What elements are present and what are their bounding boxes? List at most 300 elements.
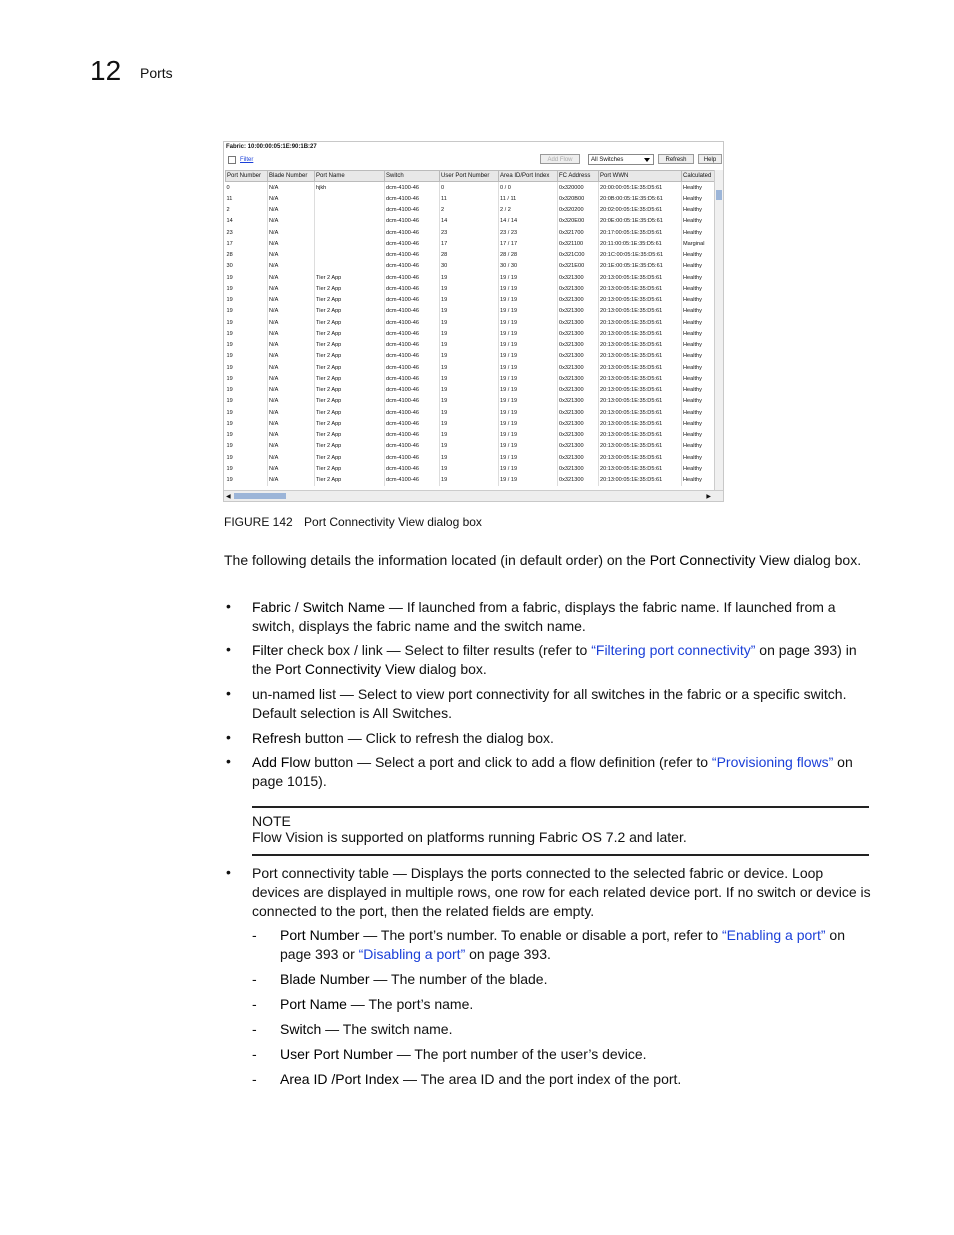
table-cell: dcm-4100-46 [385,373,440,384]
column-header[interactable]: Blade Number [268,171,315,182]
table-row[interactable] [226,385,715,396]
table-cell [315,205,385,216]
table-cell: 0x321300 [558,441,599,452]
table-cell: 19 / 19 [499,295,558,306]
bullet-filter: • Filter check box / link — Select to filter results (refer to “Filtering port connectivity” on page 393) in the Port Connectivity View dialog box. [226,641,857,677]
table-cell: dcm-4100-46 [385,261,440,272]
table-cell: 0x321300 [558,430,599,441]
table-cell: dcm-4100-46 [385,295,440,306]
chapter-title: Ports [140,65,173,81]
table-cell: 20:13:00:05:1E:35:D5:61 [599,407,682,418]
table-cell: 17 / 17 [499,238,558,249]
table-cell: 0x321300 [558,306,599,317]
table-cell: Tier 2 App [315,328,385,339]
table-cell: 2 / 2 [499,205,558,216]
table-cell: 20:13:00:05:1E:35:D5:61 [599,396,682,407]
table-cell: Healthy [682,250,715,261]
table-cell: 0x321300 [558,475,599,486]
table-cell: N/A [268,272,315,283]
scroll-right-icon[interactable]: ▶ [706,494,711,500]
table-cell: Tier 2 App [315,452,385,463]
figure-label: FIGURE 142 [224,515,293,529]
table-cell: dcm-4100-46 [385,227,440,238]
table-cell: dcm-4100-46 [385,182,440,194]
table-cell: 19 [226,452,268,463]
table-cell: Tier 2 App [315,340,385,351]
table-cell: 0x321700 [558,227,599,238]
table-cell: Tier 2 App [315,295,385,306]
table-cell: Healthy [682,193,715,204]
table-cell: 19 [440,373,499,384]
bullet-icon: • [226,729,231,745]
table-cell: 19 [226,340,268,351]
table-cell: 0x321300 [558,373,599,384]
table-cell: Healthy [682,362,715,373]
table-row[interactable] [226,407,715,418]
table-cell: 19 [440,475,499,486]
table-cell: 20:13:00:05:1E:35:D5:61 [599,317,682,328]
table-cell: 20:13:00:05:1E:35:D5:61 [599,283,682,294]
table-cell: 11 [440,193,499,204]
table-cell: dcm-4100-46 [385,407,440,418]
table-cell: 20:13:00:05:1E:35:D5:61 [599,463,682,474]
table-cell [315,250,385,261]
table-row[interactable] [226,306,715,317]
column-header[interactable]: FC Address [558,171,599,182]
subitem-area-id: - Area ID /Port Index — The area ID and the port index of the port. [252,1071,682,1087]
table-cell: 0x320E00 [558,216,599,227]
table-cell: 0x321300 [558,385,599,396]
table-cell: N/A [268,418,315,429]
vertical-scrollbar[interactable] [714,170,723,490]
intro-paragraph: The following details the information located (in default order) on the Port Connectivity View dialog box. [224,552,862,568]
table-cell: 23 / 23 [499,227,558,238]
table-cell: 0x321300 [558,328,599,339]
subitem-port-name: - Port Name — The port’s name. [252,996,474,1012]
table-row[interactable] [226,441,715,452]
table-row[interactable] [226,463,715,474]
table-cell: 20:00:00:05:1E:35:D5:61 [599,182,682,194]
table-cell: Tier 2 App [315,362,385,373]
table-cell: 19 [226,373,268,384]
table-cell: 19 [440,463,499,474]
table-cell: 19 [440,441,499,452]
scroll-thumb-horizontal[interactable] [234,493,286,499]
table-cell: 0x321300 [558,340,599,351]
table-cell: 19 [226,475,268,486]
table-cell: 17 [226,238,268,249]
column-header[interactable]: Area ID/Port Index [499,171,558,182]
table-cell: 0x320B00 [558,193,599,204]
table-cell: 20:17:00:05:1E:35:D5:61 [599,227,682,238]
table-cell: 19 / 19 [499,373,558,384]
table-cell: dcm-4100-46 [385,306,440,317]
table-row[interactable] [226,328,715,339]
table-cell: dcm-4100-46 [385,216,440,227]
table-cell: Healthy [682,216,715,227]
table-cell: 19 / 19 [499,272,558,283]
table-row[interactable] [226,351,715,362]
figure-caption [224,515,482,529]
table-cell: 0 [440,182,499,194]
table-cell: Healthy [682,283,715,294]
table-cell: 20:02:00:05:1E:35:D5:61 [599,205,682,216]
bullet-icon: • [226,753,231,769]
table-cell: 19 [226,396,268,407]
table-cell: dcm-4100-46 [385,317,440,328]
table-row[interactable] [226,250,715,261]
table-cell: 19 [440,418,499,429]
table-cell: Tier 2 App [315,351,385,362]
table-row[interactable] [226,452,715,463]
switch-select[interactable] [588,154,654,165]
table-cell: 2 [226,205,268,216]
table-cell: 20:13:00:05:1E:35:D5:61 [599,272,682,283]
table-cell: N/A [268,328,315,339]
table-cell: Healthy [682,452,715,463]
table-cell: 20:13:00:05:1E:35:D5:61 [599,306,682,317]
table-cell: 19 / 19 [499,328,558,339]
table-cell: 20:13:00:05:1E:35:D5:61 [599,328,682,339]
table-cell: 20:13:00:05:1E:35:D5:61 [599,362,682,373]
table-cell: 0x321300 [558,362,599,373]
table-cell: Marginal [682,238,715,249]
table-cell: dcm-4100-46 [385,418,440,429]
table-cell: 19 / 19 [499,475,558,486]
link-enabling-a-port[interactable]: “Enabling a port” [722,927,826,943]
table-cell: 19 [440,272,499,283]
table-cell: 19 [440,452,499,463]
table-row[interactable] [226,261,715,272]
table-cell: Healthy [682,205,715,216]
link-filtering-port-connectivity[interactable]: “Filtering port connectivity” [591,642,756,658]
table-cell: 19 / 19 [499,418,558,429]
table-cell: dcm-4100-46 [385,351,440,362]
table-cell: dcm-4100-46 [385,205,440,216]
table-cell: 20:13:00:05:1E:35:D5:61 [599,418,682,429]
port-table [225,170,715,486]
table-cell: Healthy [682,306,715,317]
table-row[interactable] [226,272,715,283]
table-cell: 20:13:00:05:1E:35:D5:61 [599,452,682,463]
table-cell: N/A [268,362,315,373]
table-row[interactable] [226,396,715,407]
table-cell: 17 [440,238,499,249]
table-cell: 19 [440,396,499,407]
table-cell: 20:0B:00:05:1E:35:D5:61 [599,193,682,204]
table-cell: 19 [226,283,268,294]
bullet-port-table: • Port connectivity table — Displays the ports connected to the selected fabric or device. Loop devices are displayed in multiple rows, one row for each related device port. If no switch or device is connected to the port, then the related fields are empty. [226,864,871,919]
table-cell: Tier 2 App [315,396,385,407]
table-cell: 0x321C00 [558,250,599,261]
bullet-icon: • [226,641,231,657]
table-cell [315,227,385,238]
table-cell: 19 / 19 [499,362,558,373]
table-cell: 19 [226,418,268,429]
table-cell: dcm-4100-46 [385,272,440,283]
table-cell: 0x321300 [558,452,599,463]
port-connectivity-dialog-screenshot [223,141,724,502]
table-cell: dcm-4100-46 [385,463,440,474]
table-cell: 19 [440,317,499,328]
table-cell: 20:13:00:05:1E:35:D5:61 [599,340,682,351]
table-cell: 19 [440,430,499,441]
table-cell: Healthy [682,317,715,328]
table-cell: 28 [226,250,268,261]
link-provisioning-flows[interactable]: “Provisioning flows” [711,754,834,770]
column-header[interactable]: Switch [385,171,440,182]
table-cell: Healthy [682,340,715,351]
table-cell: Healthy [682,227,715,238]
column-header[interactable]: Port Number [226,171,268,182]
table-cell: 19 / 19 [499,340,558,351]
scroll-left-icon[interactable]: ◀ [226,494,231,500]
table-cell: 20:13:00:05:1E:35:D5:61 [599,385,682,396]
table-row[interactable] [226,295,715,306]
table-cell: Healthy [682,407,715,418]
figure-title: Port Connectivity View dialog box [304,515,482,529]
table-cell: N/A [268,396,315,407]
table-cell: dcm-4100-46 [385,362,440,373]
table-cell: Tier 2 App [315,373,385,384]
table-cell: 30 [226,261,268,272]
table-cell: 30 [440,261,499,272]
table-cell: Tier 2 App [315,407,385,418]
table-row[interactable] [226,362,715,373]
filter-link[interactable]: Filter [240,157,254,163]
bullet-fabric: • Fabric / Switch Name — If launched from a fabric, displays the fabric name. If launched from a switch, displays the fabric name and the switch name. [226,598,836,634]
table-cell: N/A [268,193,315,204]
bullet-icon: • [226,864,231,880]
table-row[interactable] [226,475,715,486]
table-cell: 14 / 14 [499,216,558,227]
table-cell: 19 [226,430,268,441]
bullet-icon: • [226,685,231,701]
table-cell: 30 / 30 [499,261,558,272]
table-cell: Healthy [682,418,715,429]
table-cell: Healthy [682,351,715,362]
subitem-user-port-number: - User Port Number — The port number of the user’s device. [252,1046,647,1062]
table-cell: 20:13:00:05:1E:35:D5:61 [599,295,682,306]
table-cell: 19 [440,351,499,362]
subitem-port-number: - Port Number — The port’s number. To enable or disable a port, refer to “Enabling a port” on page 393 or “Disabling a port” on page 393. [252,927,845,962]
refresh-button[interactable]: Refresh [658,154,694,164]
table-cell: 20:11:00:05:1E:35:D5:61 [599,238,682,249]
table-row[interactable] [226,205,715,216]
chapter-number: 12 [90,55,122,86]
table-cell: dcm-4100-46 [385,340,440,351]
table-cell: 19 [226,441,268,452]
table-cell: 0x321300 [558,283,599,294]
table-cell: Healthy [682,182,715,194]
table-cell: 19 [226,463,268,474]
table-cell: dcm-4100-46 [385,441,440,452]
table-cell: 0x321300 [558,272,599,283]
bullet-add-flow: • Add Flow button — Select a port and click to add a flow definition (refer to “Provisioning flows” on page 1015). [226,753,853,789]
table-cell: dcm-4100-46 [385,283,440,294]
table-cell: N/A [268,283,315,294]
table-cell: 19 / 19 [499,317,558,328]
table-cell: Healthy [682,385,715,396]
table-cell: 0x321300 [558,295,599,306]
table-cell: 14 [440,216,499,227]
table-cell: 19 [440,362,499,373]
table-cell: N/A [268,306,315,317]
subitem-blade-number: - Blade Number — The number of the blade. [252,971,548,987]
table-cell: 0x321300 [558,396,599,407]
table-cell: 20:13:00:05:1E:35:D5:61 [599,430,682,441]
table-row[interactable] [226,238,715,249]
table-cell: Healthy [682,441,715,452]
table-row[interactable] [226,193,715,204]
table-cell: 0x320000 [558,182,599,194]
table-cell: Tier 2 App [315,272,385,283]
table-cell: Healthy [682,272,715,283]
table-cell: 20:0E:00:05:1E:35:D5:61 [599,216,682,227]
table-cell: 19 [226,295,268,306]
table-row[interactable] [226,283,715,294]
table-cell: 0 [226,182,268,194]
table-cell [315,261,385,272]
bullet-unnamed-list: • un-named list — Select to view port connectivity for all switches in the fabric or a specific switch. Default selection is All Switches. [226,685,847,721]
table-cell: Healthy [682,430,715,441]
table-cell: dcm-4100-46 [385,328,440,339]
table-cell: 19 [226,328,268,339]
table-cell: N/A [268,295,315,306]
table-cell: 19 [226,385,268,396]
table-cell: Tier 2 App [315,430,385,441]
chevron-down-icon [644,158,650,162]
table-cell: 20:1E:00:05:1E:35:D5:61 [599,261,682,272]
table-cell: N/A [268,351,315,362]
column-header[interactable]: Port WWN [599,171,682,182]
table-cell: Healthy [682,261,715,272]
table-cell: dcm-4100-46 [385,475,440,486]
column-header[interactable]: User Port Number [440,171,499,182]
switch-select-value: All Switches [591,157,624,163]
table-cell: 19 / 19 [499,385,558,396]
table-cell: 0 / 0 [499,182,558,194]
table-cell [315,238,385,249]
table-cell: N/A [268,475,315,486]
table-cell: 19 / 19 [499,351,558,362]
table-cell: 19 [440,340,499,351]
table-cell: N/A [268,407,315,418]
table-cell: 19 / 19 [499,396,558,407]
note-box [252,806,869,856]
table-cell: N/A [268,205,315,216]
table-cell: N/A [268,261,315,272]
bullet-icon: • [226,598,231,614]
table-cell: Tier 2 App [315,418,385,429]
table-cell: 11 / 11 [499,193,558,204]
table-cell [315,193,385,204]
table-cell: 19 [226,362,268,373]
table-cell: 19 [226,317,268,328]
table-cell: Tier 2 App [315,475,385,486]
table-cell: 0x321300 [558,463,599,474]
toolbar [226,154,721,168]
table-cell: Tier 2 App [315,385,385,396]
table-cell: 19 [440,306,499,317]
table-cell: 19 [440,283,499,294]
help-button[interactable]: Help [698,154,722,164]
table-cell: 19 / 19 [499,441,558,452]
table-row[interactable] [226,373,715,384]
table-cell: 0x321300 [558,407,599,418]
table-cell: dcm-4100-46 [385,396,440,407]
table-row[interactable] [226,182,715,194]
table-cell: 19 [226,306,268,317]
fabric-label: Fabric: 10:00:00:05:1E:90:1B:27 [226,144,317,150]
table-cell: Healthy [682,373,715,384]
table-cell: Healthy [682,463,715,474]
table-cell: 19 / 19 [499,306,558,317]
table-cell: 20:13:00:05:1E:35:D5:61 [599,441,682,452]
table-cell: 23 [226,227,268,238]
table-cell: N/A [268,317,315,328]
table-cell: Tier 2 App [315,441,385,452]
table-cell: N/A [268,385,315,396]
table-cell: Tier 2 App [315,306,385,317]
table-row[interactable] [226,430,715,441]
table-cell: Healthy [682,295,715,306]
table-cell: N/A [268,452,315,463]
table-cell: 19 [440,328,499,339]
table-cell: 23 [440,227,499,238]
table-cell: Tier 2 App [315,317,385,328]
table-row[interactable] [226,227,715,238]
table-row[interactable] [226,317,715,328]
bullet-refresh: • Refresh button — Click to refresh the dialog box. [226,729,554,746]
column-header[interactable]: Port Name [315,171,385,182]
table-row[interactable] [226,340,715,351]
table-cell: 0x320200 [558,205,599,216]
table-cell: N/A [268,216,315,227]
scroll-thumb[interactable] [716,190,722,200]
table-cell: 2 [440,205,499,216]
column-header[interactable]: Calculated [682,171,715,182]
table-cell: Healthy [682,396,715,407]
table-cell: 28 / 28 [499,250,558,261]
table-cell: 20:13:00:05:1E:35:D5:61 [599,475,682,486]
table-cell: 19 [226,407,268,418]
table-cell: dcm-4100-46 [385,452,440,463]
horizontal-scrollbar[interactable] [224,490,723,501]
note-heading: NOTE [252,813,291,829]
table-cell: 19 / 19 [499,430,558,441]
table-cell: dcm-4100-46 [385,385,440,396]
add-flow-button[interactable]: Add Flow [540,154,580,164]
table-cell: 0x321300 [558,351,599,362]
table-cell: 20:1C:00:05:1E:35:D5:61 [599,250,682,261]
subitem-switch: - Switch — The switch name. [252,1021,453,1037]
table-cell [315,216,385,227]
table-cell: N/A [268,182,315,194]
table-cell: Healthy [682,475,715,486]
table-cell: 19 / 19 [499,463,558,474]
table-row[interactable] [226,418,715,429]
table-cell: N/A [268,463,315,474]
table-cell: 0x321300 [558,418,599,429]
table-cell: dcm-4100-46 [385,193,440,204]
table-cell: 20:13:00:05:1E:35:D5:61 [599,351,682,362]
filter-checkbox[interactable] [228,156,236,164]
link-disabling-a-port[interactable]: “Disabling a port” [358,946,466,962]
table-cell: N/A [268,227,315,238]
table-row[interactable] [226,216,715,227]
table-cell: 19 / 19 [499,283,558,294]
